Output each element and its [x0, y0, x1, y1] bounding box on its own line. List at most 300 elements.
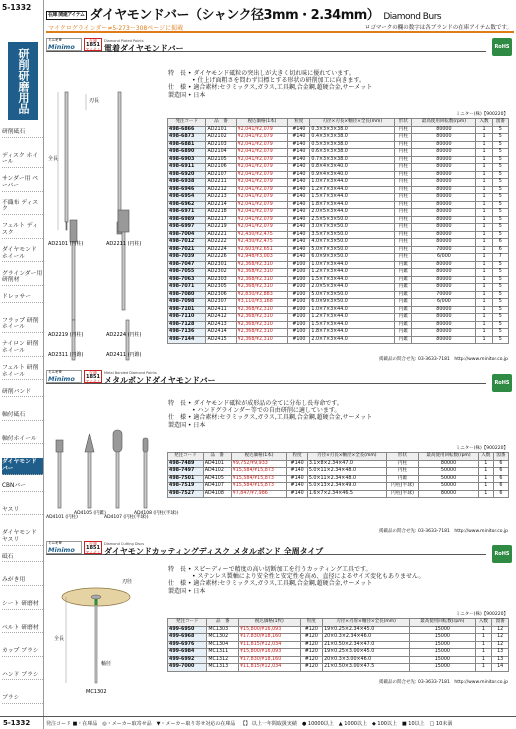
table-cell: AD2104 — [206, 149, 236, 157]
table-cell: 1 — [476, 321, 492, 329]
order-code[interactable]: 498-7136 — [168, 329, 206, 337]
table-cell: 80000 — [412, 194, 476, 202]
table-cell: 1 — [476, 284, 492, 292]
table-cell: AD2102 — [206, 134, 236, 142]
column-header: 入数 — [478, 453, 493, 461]
rohs-badge: RoHS — [492, 38, 512, 56]
table-cell: 円柱 — [395, 201, 412, 209]
order-code[interactable]: 498-7527 — [168, 490, 204, 498]
sidebar-item[interactable]: カップ ブラシ — [2, 647, 43, 657]
table-cell: AD2218 — [206, 209, 236, 217]
table-cell: 1 — [475, 664, 492, 672]
table-cell: ¥2,041/¥2,079 — [236, 194, 288, 202]
table-cell: 6 — [493, 468, 508, 476]
table-cell: 1.2×7×3×44.0 — [310, 269, 395, 277]
order-code[interactable]: 498-7071 — [168, 284, 206, 292]
table-cell: ¥2,368/¥2,310 — [236, 336, 288, 344]
table-cell: #120 — [300, 641, 323, 649]
table-cell: 1 — [478, 483, 493, 491]
table-cell: 円柱 — [395, 186, 412, 194]
table-cell: 1 — [475, 641, 492, 649]
table-cell: 5 — [492, 134, 508, 142]
table-cell: 円柱 — [395, 164, 412, 172]
table-cell: 1.6×7×2.34×46.5 — [307, 490, 386, 498]
table-cell: 80000 — [412, 321, 476, 329]
sidebar-item[interactable]: ハンド ブラシ — [2, 671, 43, 681]
table-cell: #140 — [288, 164, 310, 172]
table-cell: AD2214 — [206, 201, 236, 209]
sidebar-item[interactable]: 軸付ホイール — [2, 435, 43, 445]
order-code[interactable]: 499-7000 — [168, 664, 207, 672]
table-cell: 1 — [476, 201, 492, 209]
table-row — [168, 216, 509, 224]
table-cell: 6.0×9×3×50.0 — [310, 299, 395, 307]
order-code[interactable]: 498-6873 — [168, 134, 206, 142]
order-code[interactable]: 498-7021 — [168, 246, 206, 254]
page-footer — [0, 716, 516, 729]
rohs-badge: RoHS — [492, 545, 512, 563]
table-cell: AD2302 — [206, 269, 236, 277]
table-cell: ¥2,041/¥2,079 — [236, 156, 288, 164]
bur-tip-ad2101 — [66, 222, 67, 230]
diagram-plated — [46, 80, 164, 360]
order-code[interactable]: 498-7063 — [168, 276, 206, 284]
diagram-disc — [46, 565, 164, 705]
legend-item: 発注コード ■・在庫品 — [46, 721, 98, 727]
table-row — [168, 261, 509, 269]
table-cell: ¥2,041/¥2,079 — [236, 149, 288, 157]
table-cell: 50000 — [419, 468, 478, 476]
table-row — [168, 664, 509, 672]
sidebar-item[interactable]: 不織布 ディスク — [2, 199, 43, 215]
column-header: 税込価格(1枚) — [238, 619, 300, 627]
table-cell: 円錐 — [395, 269, 412, 277]
table-cell: 円柱(半球) — [386, 483, 419, 491]
brand-logo: ミニモ® Minimo — [46, 38, 82, 51]
table-row — [168, 164, 509, 172]
bur-shank-ad2101 — [65, 92, 68, 222]
table-cell: 1 — [476, 261, 492, 269]
order-code[interactable]: 498-6920 — [168, 171, 206, 179]
sidebar-item[interactable]: 研削砥石 — [2, 128, 43, 138]
sidebar-item[interactable]: フェルト 研削ホイール — [2, 364, 43, 380]
table-cell: #140 — [288, 186, 310, 194]
column-header: 品 番 — [203, 453, 231, 461]
diagram-label-ad2311: AD2311 (円錐) — [48, 352, 84, 358]
order-code[interactable]: 498-6890 — [168, 149, 206, 157]
table-cell: 円錐 — [386, 475, 419, 483]
table-cell: #140 — [288, 156, 310, 164]
table-cell: #140 — [288, 149, 310, 157]
table-cell: 円柱 — [395, 246, 412, 254]
sidebar-item[interactable]: ブラシ — [2, 694, 43, 704]
column-header: 刃径×刃長×軸径×全長(mm) — [307, 453, 386, 461]
sidebar-item[interactable]: ベルト 研磨材 — [2, 624, 43, 634]
table-cell: ¥7,847/¥7,986 — [231, 490, 287, 498]
table-cell: ¥3,110/¥3,168 — [236, 299, 288, 307]
table-cell: 15000 — [410, 634, 476, 642]
table-cell: 5 — [492, 171, 508, 179]
table-cell: #140 — [287, 490, 307, 498]
table-cell: AD2301 — [206, 261, 236, 269]
contact-note: 掲載品の問合せ先: 03-3633-7181 http://www.minitor.co.jp — [379, 357, 508, 362]
table-cell: 5 — [492, 299, 508, 307]
table-cell: AD4102 — [203, 468, 231, 476]
section-header-metal — [46, 370, 486, 384]
table-cell: AD2211 — [206, 179, 236, 187]
table-cell: 70000 — [412, 246, 476, 254]
table-cell: 5 — [492, 284, 508, 292]
order-code[interactable]: 498-7012 — [168, 239, 206, 247]
table-cell: 5 — [492, 291, 508, 299]
table-row — [168, 634, 509, 642]
table-cell: ¥17,830/¥18,160 — [238, 656, 300, 664]
order-code[interactable]: 498-7497 — [168, 468, 204, 476]
label-blade: 刃長 — [89, 98, 100, 104]
table-cell: 0.7×3×3×38.0 — [310, 156, 395, 164]
table-row — [168, 224, 509, 232]
table-cell: #140 — [288, 194, 310, 202]
table-cell: 80000 — [412, 126, 476, 134]
table-cell: 1 — [478, 460, 493, 468]
table-cell: 1.0×7×3×44.0 — [310, 306, 395, 314]
legend-item: ■ 10以上 — [401, 721, 425, 727]
sidebar-item[interactable]: CBNバー — [2, 482, 43, 492]
table-row — [168, 231, 509, 239]
table-cell: AD2103 — [206, 141, 236, 149]
table-cell: AD2106 — [206, 164, 236, 172]
table-cell: 5.0×11×2.34×48.0 — [307, 468, 386, 476]
diagram-label-ad4101: AD4101 (円柱) — [46, 515, 78, 520]
table-cell: MC1302 — [207, 634, 239, 642]
column-header: 税込価格(1本) — [231, 453, 287, 461]
column-header: 税込価格(1本) — [236, 119, 288, 127]
order-code[interactable]: 498-6903 — [168, 156, 206, 164]
table-cell: 5 — [492, 329, 508, 337]
table-cell: ¥11,815/¥12,034 — [238, 664, 300, 672]
order-code[interactable]: 498-7055 — [168, 269, 206, 277]
diagram-metal — [46, 410, 179, 522]
table-cell: 1 — [476, 141, 492, 149]
table-cell: AD2414 — [206, 329, 236, 337]
rohs-badge: RoHS — [492, 374, 512, 392]
order-code[interactable]: 498-7128 — [168, 321, 206, 329]
order-code[interactable]: 498-6971 — [168, 209, 206, 217]
diagram-label-mc1302: MC1302 — [86, 689, 107, 695]
order-code[interactable]: 498-7501 — [168, 475, 204, 483]
table-cell: 円錐 — [395, 299, 412, 307]
order-code[interactable]: 498-7110 — [168, 314, 206, 322]
column-header: 入数 — [476, 119, 492, 127]
table-row — [168, 269, 509, 277]
table-cell: 円錐 — [395, 306, 412, 314]
order-code[interactable]: 498-6866 — [168, 126, 206, 134]
sidebar-item[interactable]: 軸付砥石 — [2, 411, 43, 421]
order-code[interactable]: 498-7144 — [168, 336, 206, 344]
table-cell: 80000 — [412, 306, 476, 314]
order-code[interactable]: 498-7039 — [168, 254, 206, 262]
table-cell: 80000 — [412, 276, 476, 284]
order-code[interactable]: 498-7101 — [168, 306, 206, 314]
table-cell: 5 — [492, 209, 508, 217]
column-header: 品 番 — [207, 619, 239, 627]
table-cell: 1.5×7×3×44.0 — [310, 276, 395, 284]
features-metal: 特 長 • ダイヤモンド砥粒が成形品の全てに分布し長寿命です。 • ハンドグラインダー等での自由研削に適しています。 仕 様 • 適合素材:セラミックス,ガラス,工具鋼,合金鋼,超硬合金,サーメット 製造国 • 日本 — [168, 400, 373, 429]
table-cell: 80000 — [412, 269, 476, 277]
table-cell: 12 — [492, 626, 509, 634]
table-cell: 1 — [476, 209, 492, 217]
table-cell: AD2303 — [206, 276, 236, 284]
table-cell: 円柱 — [386, 468, 419, 476]
table-cell: 1 — [476, 179, 492, 187]
table-cell: 80000 — [412, 186, 476, 194]
table-cell: 円柱 — [395, 141, 412, 149]
table-cell: 6.0×9×3×50.0 — [310, 254, 395, 262]
table-cell: 1 — [476, 156, 492, 164]
table-cell: 6 — [492, 246, 508, 254]
table-cell: AD2412 — [206, 314, 236, 322]
category-sidebar — [0, 0, 44, 729]
table-cell: 円柱 — [395, 224, 412, 232]
sidebar-item[interactable]: 研削バンド — [2, 388, 43, 398]
table-cell: 6 — [493, 475, 508, 483]
table-cell: 20×0.3×2.34×46.0 — [323, 634, 410, 642]
table-cell: 1 — [476, 269, 492, 277]
diagram-label-ad2224: AD2224 (円柱) — [106, 332, 142, 338]
table-row — [168, 186, 509, 194]
sidebar-item[interactable]: シート 研磨材 — [2, 600, 43, 610]
order-code[interactable]: 498-7489 — [168, 460, 204, 468]
table-cell: 0.3×3×3×38.0 — [310, 126, 395, 134]
table-cell: ¥2,041/¥2,079 — [236, 126, 288, 134]
spec-table-disc — [167, 618, 509, 672]
sidebar-item[interactable]: ディスク ホイール — [2, 152, 43, 168]
table-cell: 1 — [476, 299, 492, 307]
table-cell: 19×0.25×2.34×45.0 — [323, 626, 410, 634]
table-cell: 5 — [492, 179, 508, 187]
related-pages-link[interactable]: マイクログラインダー≠5-273〜308ページに掲載 — [48, 25, 184, 32]
table-cell: 15000 — [410, 626, 476, 634]
order-code[interactable]: 498-6938 — [168, 179, 206, 187]
table-cell: ¥2,368/¥2,310 — [236, 321, 288, 329]
order-code[interactable]: 498-7519 — [168, 483, 204, 491]
table-row — [168, 134, 509, 142]
order-code[interactable]: 499-6968 — [168, 634, 207, 642]
order-code[interactable]: 498-6911 — [168, 164, 206, 172]
table-cell: 80000 — [412, 239, 476, 247]
table-row — [168, 468, 509, 476]
table-cell: ¥2,948/¥3,003 — [236, 254, 288, 262]
sidebar-item[interactable]: サンダー用 ペーパー — [2, 175, 43, 191]
column-header: 形状 — [386, 453, 419, 461]
order-code[interactable]: 498-6881 — [168, 141, 206, 149]
contact-note: 掲載品の問合せ先: 03-3633-7181 http://www.minitor.co.jp — [379, 680, 508, 685]
table-cell: 3.1×8×2.34×47.0 — [307, 460, 386, 468]
table-cell: ¥2,368/¥2,310 — [236, 261, 288, 269]
table-cell: 1 — [476, 291, 492, 299]
table-cell: 5 — [492, 224, 508, 232]
table-cell: 1 — [476, 149, 492, 157]
sidebar-item[interactable]: ナイロン 研削ホイール — [2, 340, 43, 356]
table-cell: 5.0×11×2.34×48.0 — [307, 475, 386, 483]
table-cell: 5 — [492, 231, 508, 239]
bur-tip-ad2219 — [70, 220, 77, 242]
column-header: 刃径×刃長×軸径×全長(mm) — [310, 119, 395, 127]
table-cell: 5 — [492, 306, 508, 314]
table-cell: #120 — [300, 664, 323, 672]
table-cell: ¥2,368/¥2,310 — [236, 276, 288, 284]
table-cell: 円錐 — [395, 261, 412, 269]
table-cell: #100 — [288, 284, 310, 292]
table-cell: 5 — [492, 314, 508, 322]
column-header: 品 番 — [206, 119, 236, 127]
sidebar-item[interactable]: フラップ 研削ホイール — [2, 317, 43, 333]
table-cell: AD2307 — [206, 299, 236, 307]
table-cell: 5.0×13×2.34×49.0 — [307, 483, 386, 491]
footer-legend — [46, 720, 457, 727]
section-title: Diamond Plated Points 電着ダイヤモンドバー — [104, 39, 184, 53]
table-cell: #140 — [287, 475, 307, 483]
column-header: 粒度 — [287, 453, 307, 461]
table-cell: ¥2,830/¥2,883 — [236, 291, 288, 299]
stock-count-badge: 在庫 1851 アイテム — [85, 38, 101, 53]
order-code[interactable]: 498-6997 — [168, 224, 206, 232]
table-cell: 5 — [492, 141, 508, 149]
table-cell: 円柱 — [395, 209, 412, 217]
table-cell: 0.6×3×3×38.0 — [310, 149, 395, 157]
table-cell: 1 — [476, 194, 492, 202]
table-cell: 1 — [476, 336, 492, 344]
order-code[interactable]: 499-6992 — [168, 656, 207, 664]
table-cell: 6 — [493, 460, 508, 468]
diagram-label-ad2211: AD2211 (円柱) — [106, 241, 142, 247]
column-header: 図番 — [492, 119, 508, 127]
table-row — [168, 336, 509, 344]
sidebar-item[interactable]: ダイヤモンド バー — [2, 458, 43, 474]
table-cell: 80000 — [412, 284, 476, 292]
table-cell: ¥15,800/¥16,093 — [238, 649, 300, 657]
diagram-label-ad4107: AD4107 (円柱(半球)) — [104, 515, 149, 520]
table-cell: 円錐 — [395, 291, 412, 299]
table-cell: 12 — [492, 634, 509, 642]
table-cell: 14 — [492, 664, 509, 672]
table-cell: AD2107 — [206, 171, 236, 179]
table-cell: MC1312 — [207, 656, 239, 664]
table-cell: AD4101 — [203, 460, 231, 468]
spec-table-plated — [167, 118, 509, 344]
sidebar-item[interactable]: みがき用 — [2, 576, 43, 586]
table-cell: #100 — [288, 269, 310, 277]
table-cell: 5 — [492, 336, 508, 344]
table-cell: 5.0×7×3×50.0 — [310, 291, 395, 299]
spec-table-metal — [167, 452, 509, 498]
table-cell: 円柱 — [395, 171, 412, 179]
table-cell: 80000 — [412, 314, 476, 322]
page-title-en: Diamond Burs — [383, 12, 442, 22]
table-cell: 15000 — [410, 649, 476, 657]
maker-note: ミニター(株)【900220】 — [455, 446, 508, 451]
table-row — [168, 201, 509, 209]
table-cell: 円柱 — [395, 179, 412, 187]
maker-note: ミニター(株)【900220】 — [455, 112, 508, 117]
table-cell: 5 — [492, 216, 508, 224]
column-header: 最高使用回転数(rpm) — [412, 119, 476, 127]
order-code[interactable]: 498-7098 — [168, 299, 206, 307]
page-header — [46, 4, 514, 34]
order-code[interactable]: 498-6962 — [168, 201, 206, 209]
sidebar-item[interactable]: ダイヤモンド ヤスリ — [2, 529, 43, 545]
table-cell: #140 — [288, 254, 310, 262]
sidebar-item[interactable]: ダイヤモンド ホイール — [2, 246, 43, 262]
table-cell: 円柱 — [395, 216, 412, 224]
table-cell: 円柱 — [395, 126, 412, 134]
table-cell: 15000 — [410, 664, 476, 672]
brand-logo: ミニモ® Minimo — [46, 541, 82, 554]
order-code[interactable]: 498-6954 — [168, 194, 206, 202]
sidebar-item[interactable]: グラインダー用 研削材 — [2, 270, 43, 286]
table-cell: 80000 — [412, 231, 476, 239]
table-cell: #140 — [288, 171, 310, 179]
column-header: 発注コード — [168, 453, 204, 461]
legend-item: ▲ 1000以上 — [338, 721, 367, 727]
table-row — [168, 641, 509, 649]
table-cell: 5 — [492, 149, 508, 157]
features-plated: 特 長 • ダイヤモンド砥粒の突出しが大きく切れ味に優れています。 • 仕上げ面粗さを問わず目標とする形状の研削加工に向きます。 仕 様 • 適合素材:セラミックス,ガラス,工具鋼,合金鋼,超硬合金,サーメット 製造国 • 日本 — [168, 70, 373, 99]
column-header: 粒度 — [300, 619, 323, 627]
table-row — [168, 284, 509, 292]
table-cell: 円錐 — [395, 321, 412, 329]
table-cell: #100 — [288, 321, 310, 329]
table-cell: 50000 — [419, 483, 478, 491]
table-cell: 2.0×7×3×44.0 — [310, 336, 395, 344]
table-cell: 1 — [476, 254, 492, 262]
diagram-label-ad4105: AD4105 (円錐) — [74, 511, 106, 516]
table-cell: 5 — [492, 194, 508, 202]
section-header-disc — [46, 541, 486, 555]
table-cell: AD2306 — [206, 291, 236, 299]
sidebar-item[interactable]: ヤスリ — [2, 506, 43, 516]
table-row — [168, 460, 509, 468]
order-code[interactable]: 499-6976 — [168, 641, 207, 649]
order-code[interactable]: 498-7004 — [168, 231, 206, 239]
footer-page-number: 5-1332 — [3, 719, 31, 727]
table-cell: AD2222 — [206, 239, 236, 247]
table-row — [168, 194, 509, 202]
order-code[interactable]: 499-6984 — [168, 649, 207, 657]
order-code[interactable]: 498-6989 — [168, 216, 206, 224]
order-code[interactable]: 498-7080 — [168, 291, 206, 299]
table-cell: 80000 — [412, 201, 476, 209]
table-cell: 6/000 — [412, 254, 476, 262]
brand-logo: ミニモ® Minimo — [46, 370, 82, 383]
table-row — [168, 149, 509, 157]
table-cell: 1 — [476, 134, 492, 142]
sidebar-item[interactable]: ドレッサー — [2, 293, 43, 303]
sidebar-item[interactable]: 砥石 — [2, 553, 43, 563]
table-row — [168, 314, 509, 322]
order-code[interactable]: 499-6950 — [168, 626, 207, 634]
column-header: 刃径×刃厚×軸径×全長(mm) — [323, 619, 410, 627]
table-cell: 1.8×7×3×44.0 — [310, 201, 395, 209]
sidebar-item[interactable]: フェルト ディスク — [2, 222, 43, 238]
order-code[interactable]: 498-7047 — [168, 261, 206, 269]
order-code[interactable]: 498-6946 — [168, 186, 206, 194]
table-cell: #140 — [288, 231, 310, 239]
table-row — [168, 246, 509, 254]
table-cell: 80000 — [412, 149, 476, 157]
column-header: 発注コード — [168, 619, 207, 627]
table-cell: 80000 — [412, 336, 476, 344]
